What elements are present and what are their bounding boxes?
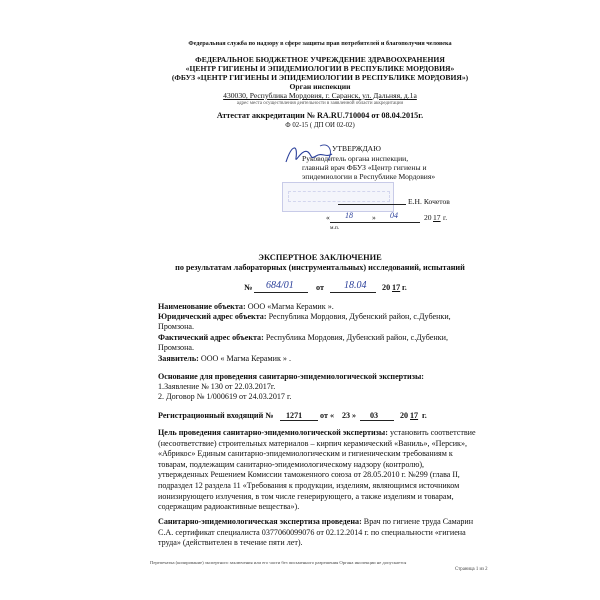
institution-line-2: «ЦЕНТР ГИГИЕНЫ И ЭПИДЕМИОЛОГИИ В РЕСПУБЛИКЕ МОРДОВИЯ» <box>185 64 455 73</box>
actual-address-label: Фактический адрес объекта: <box>158 333 264 342</box>
conclusion-date-prefix: от <box>316 283 325 292</box>
purpose-label: Цель проведения санитарно-эпидемиологической экспертизы: <box>158 428 388 437</box>
registration-month-line <box>360 420 394 421</box>
approval-title: УТВЕРЖДАЮ <box>332 144 381 153</box>
conclusion-year-prefix: 20 <box>382 283 391 292</box>
legal-address-value: Республика Мордовия, Дубенский район, с.Дубенки, <box>268 312 451 321</box>
conclusion-title: ЭКСПЕРТНОЕ ЗАКЛЮЧЕНИЕ <box>258 253 382 262</box>
footer-page: Страница 1 из 2 <box>455 567 488 572</box>
form-code: Ф 02-15 ( ДП ОИ 02-02) <box>285 122 355 129</box>
conclusion-number: 684/01 <box>266 280 294 291</box>
expertise-paragraph <box>158 517 476 549</box>
applicant-value: ООО « Магма Керамик » . <box>200 354 291 363</box>
conclusion-year: 17 <box>392 283 401 292</box>
actual-address-value: Республика Мордовия, Дубенский район, с.Дубенки, <box>265 333 448 342</box>
approval-signer: Е.Н. Кочетов <box>408 197 450 206</box>
object-name-label: Наименование объекта: <box>158 302 246 311</box>
signature-line <box>338 204 406 205</box>
approval-date-line <box>330 222 420 223</box>
registration-year-prefix: 20 <box>400 411 409 420</box>
purpose-text: установить соответствие (несоответствие) строительных материалов – кирпич керамический «Ваниль», «Персик», «Абрикос» Единым санитарно-эпидемиологическим и гигиеническим требованиям к товарам, подлежащим санитарно-эпидемиологическому надзору (контролю), утвержденных Решением Комиссии таможенного союза от 28.05.2010 г. №299 (глава II, подраздел 12 раздела 11 «Требования к продукции, изделиям, являющимся источником ионизирующего излучения, в том числе генерирующего, а также изделиям и товарам, содержащим радиоактивные вещества»). <box>158 428 476 512</box>
legal-address-value-cont: Промзона. <box>158 322 195 331</box>
actual-address-value-cont: Промзона. <box>158 343 195 352</box>
conclusion-date-line <box>330 292 376 293</box>
agency-name: Федеральная служба по надзору в сфере защиты прав потребителей и благополучия человека <box>188 40 452 47</box>
stamp-impression <box>282 182 394 212</box>
object-name-row <box>158 302 334 311</box>
approval-line-1: Руководитель органа инспекции, <box>302 154 409 163</box>
registration-number-line <box>280 420 318 421</box>
registration-day: 23 <box>342 411 351 420</box>
approval-date-month: 04 <box>390 211 398 220</box>
registration-year: 17 <box>410 411 419 420</box>
organ-address: 430030, Республика Мордовия, г. Саранск, ул. Дальняя, д.1а <box>223 91 417 100</box>
mp-mark: м.п. <box>330 225 340 231</box>
registration-from: от « <box>320 411 334 420</box>
applicant-label: Заявитель: <box>158 354 199 363</box>
institution-line-3: (ФБУЗ «ЦЕНТР ГИГИЕНЫ И ЭПИДЕМИОЛОГИИ В РЕСПУБЛИКЕ МОРДОВИЯ») <box>171 73 469 82</box>
approval-date-day: 18 <box>345 211 353 220</box>
inspection-organ: Орган инспекции <box>289 82 351 91</box>
address-caption: адрес места осуществления деятельности в заявленной области аккредитации <box>236 101 404 106</box>
registration-label: Регистрационный входящий № <box>158 411 274 420</box>
basis-item-1: 1.Заявление № 130 от 22.03.2017г. <box>158 382 276 391</box>
legal-address-label: Юридический адрес объекта: <box>158 312 267 321</box>
applicant-row <box>158 354 291 363</box>
purpose-paragraph <box>158 428 476 513</box>
institution-line-1: ФЕДЕРАЛЬНОЕ БЮДЖЕТНОЕ УЧРЕЖДЕНИЕ ЗДРАВООХРАНЕНИЯ <box>195 55 445 64</box>
approval-date-close: » <box>372 213 376 222</box>
registration-day-close: » <box>352 411 357 420</box>
registration-suffix: г. <box>422 411 427 420</box>
legal-address-row <box>158 312 451 321</box>
conclusion-year-suffix: г. <box>402 283 407 292</box>
conclusion-number-prefix: № <box>244 283 253 292</box>
actual-address-row <box>158 333 448 342</box>
conclusion-subtitle: по результатам лабораторных (инструментальных) исследований, испытаний <box>175 263 465 272</box>
footer-notice: Перепечатка (копирование) экспертного заключения или его части без письменного разрешения Органа инспекции не допускается <box>150 560 407 565</box>
basis-item-2: 2. Договор № 1/000619 от 24.03.2017 г. <box>158 392 292 401</box>
registration-number: 1271 <box>286 411 303 420</box>
approval-year-suffix: г. <box>443 213 448 222</box>
approval-line-2: главный врач ФБУЗ «Центр гигиены и <box>302 163 427 172</box>
approval-line-3: эпидемиологии в Республике Мордовия» <box>302 172 436 181</box>
approval-year-prefix: 20 <box>424 213 432 222</box>
registration-month: 03 <box>370 411 379 420</box>
conclusion-date: 18.04 <box>344 280 367 291</box>
accreditation-attestat: Аттестат аккредитации № RA.RU.710004 от 08.04.2015г. <box>216 111 424 120</box>
expertise-label: Санитарно-эпидемиологическая экспертиза проведена: <box>158 517 362 526</box>
conclusion-number-line <box>254 292 308 293</box>
signature-mark <box>282 138 352 170</box>
object-name-value: ООО «Магма Керамик ». <box>247 302 334 311</box>
expertise-text: Врач по гигиене труда Самарин С.А. сертификат специалиста 0377060099076 от 02.12.2014 г. по специальности «гигиена труда» (действителен в течение пяти лет). <box>158 517 474 548</box>
approval-date-open: « <box>326 213 330 222</box>
basis-label: Основание для проведения санитарно-эпидемиологической экспертизы: <box>158 372 424 381</box>
approval-year: 17 <box>433 213 441 222</box>
